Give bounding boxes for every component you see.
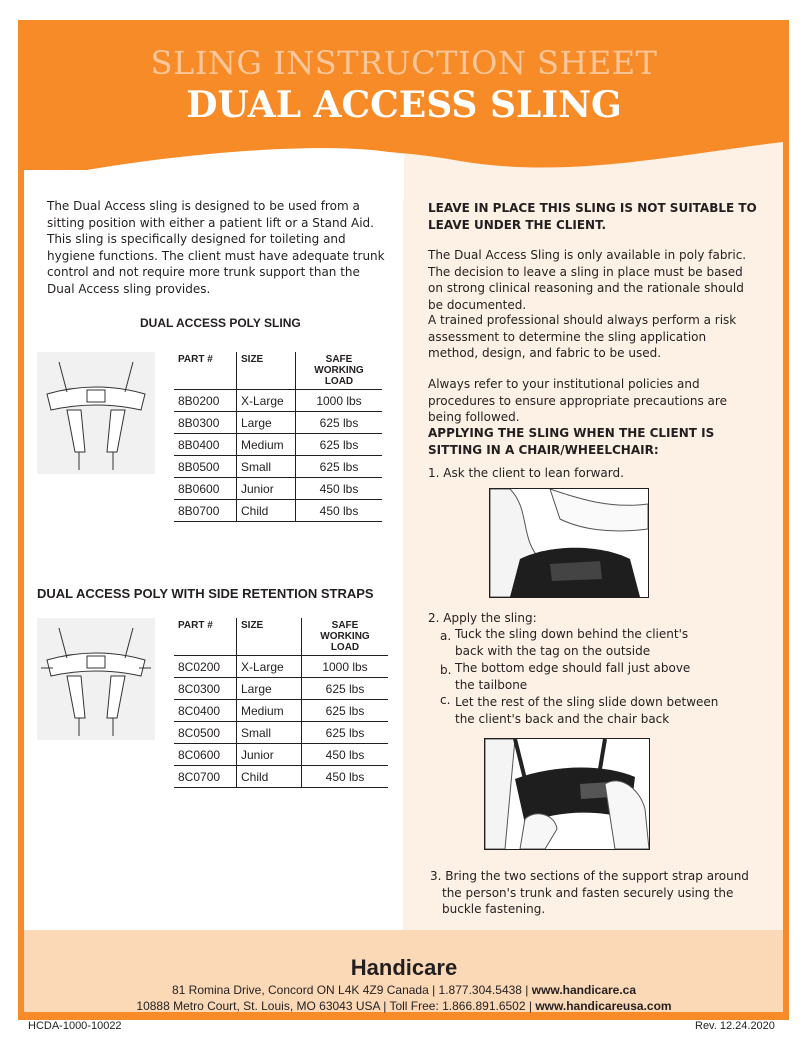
intro-paragraph: The Dual Access sling is designed to be used from a sitting position with either a patient lift or a Stand Aid. This sling is specifically designed for toileting and hygiene functions. The client must have adequate trunk control and not require more trunk support than the Dual Access sling provides.	[47, 199, 385, 296]
part-cell: 8B0200	[174, 390, 237, 412]
size-cell: Small	[237, 722, 302, 744]
load-cell: 625 lbs	[296, 456, 383, 478]
col-header-size: SIZE	[237, 618, 302, 656]
col-header-load: SAFE WORKING LOAD	[296, 352, 383, 390]
sheet-title: SLING INSTRUCTION SHEET	[150, 44, 658, 82]
step-2: 2. Apply the sling:	[428, 611, 537, 625]
size-cell: Junior	[237, 478, 296, 500]
load-cell: 625 lbs	[302, 722, 389, 744]
table-row	[174, 678, 388, 700]
part-cell: 8C0300	[174, 678, 237, 700]
load-cell: 450 lbs	[296, 478, 383, 500]
table-row	[174, 434, 382, 456]
company-name: Handicare	[350, 955, 458, 980]
step-2c: Let the rest of the sling slide down between the client's back and the chair back	[455, 695, 719, 726]
retention-sling-table	[174, 618, 388, 788]
table-header-row	[174, 352, 382, 390]
part-cell: 8B0600	[174, 478, 237, 500]
size-cell: Large	[237, 412, 296, 434]
load-cell: 625 lbs	[302, 678, 389, 700]
table-row	[174, 700, 388, 722]
step-1: 1. Ask the client to lean forward.	[428, 466, 624, 480]
table-row	[174, 412, 382, 434]
part-cell: 8C0600	[174, 744, 237, 766]
canada-website-link[interactable]: www.handicare.ca	[531, 983, 637, 997]
part-cell: 8C0500	[174, 722, 237, 744]
part-cell: 8C0400	[174, 700, 237, 722]
leave-in-place-heading: LEAVE IN PLACE THIS SLING IS NOT SUITABLE TO LEAVE UNDER THE CLIENT.	[428, 201, 757, 232]
part-cell: 8C0700	[174, 766, 237, 788]
load-cell: 1000 lbs	[296, 390, 383, 412]
step-2a-marker: a.	[440, 629, 452, 643]
size-cell: X-Large	[237, 656, 302, 678]
table-row	[174, 478, 382, 500]
retention-sling-image	[37, 618, 155, 740]
size-cell: X-Large	[237, 390, 296, 412]
size-cell: Large	[237, 678, 302, 700]
table-row	[174, 456, 382, 478]
table2-title: DUAL ACCESS POLY WITH SIDE RETENTION STRAPS	[37, 586, 374, 601]
table-row	[174, 722, 388, 744]
load-cell: 625 lbs	[296, 434, 383, 456]
poly-fabric-paragraph: The Dual Access Sling is only available in poly fabric. The decision to leave a sling in place must be based on strong clinical reasoning and the rationale should be documented.	[428, 248, 747, 312]
part-cell: 8B0300	[174, 412, 237, 434]
step-2a: Tuck the sling down behind the client's back with the tag on the outside	[455, 627, 689, 658]
col-header-size: SIZE	[237, 352, 296, 390]
revision-date: Rev. 12.24.2020	[695, 1020, 775, 1032]
usa-address	[0, 999, 808, 1013]
col-header-part: PART #	[174, 352, 237, 390]
poly-sling-image	[37, 352, 155, 474]
part-cell: 8B0500	[174, 456, 237, 478]
col-header-load: SAFE WORKING LOAD	[302, 618, 389, 656]
load-cell: 625 lbs	[302, 700, 389, 722]
product-title: DUAL ACCESS SLING	[186, 84, 622, 126]
canada-address	[0, 983, 808, 997]
usa-address-text: 10888 Metro Court, St. Louis, MO 63043 USA | Toll Free: 1.866.891.6502 |	[136, 999, 532, 1013]
risk-assessment-paragraph: A trained professional should always perform a risk assessment to determine the sling application method, design, and fabric to be used.	[428, 313, 737, 360]
poly-sling-table	[174, 352, 382, 522]
part-cell: 8C0200	[174, 656, 237, 678]
usa-website-link[interactable]: www.handicareusa.com	[535, 999, 672, 1013]
load-cell: 1000 lbs	[302, 656, 389, 678]
table-row	[174, 766, 388, 788]
size-cell: Small	[237, 456, 296, 478]
table-row	[174, 744, 388, 766]
table-row	[174, 500, 382, 522]
table-row	[174, 656, 388, 678]
table1-title: DUAL ACCESS POLY SLING	[140, 316, 301, 330]
step-3: 3. Bring the two sections of the support strap around the person's trunk and fasten securely using the buckle fastening.	[430, 869, 749, 916]
header-wave	[24, 120, 783, 200]
applying-heading: APPLYING THE SLING WHEN THE CLIENT IS SITTING IN A CHAIR/WHEELCHAIR:	[428, 426, 715, 457]
step-2c-marker: c.	[440, 693, 451, 707]
size-cell: Child	[237, 766, 302, 788]
table-row	[174, 390, 382, 412]
table-header-row	[174, 618, 388, 656]
load-cell: 450 lbs	[302, 766, 389, 788]
col-header-part: PART #	[174, 618, 237, 656]
step-2b-marker: b.	[440, 663, 452, 677]
step-2b: The bottom edge should fall just above the tailbone	[455, 661, 691, 692]
size-cell: Junior	[237, 744, 302, 766]
canada-address-text: 81 Romina Drive, Concord ON L4K 4Z9 Canada | 1.877.304.5438 |	[171, 983, 529, 997]
load-cell: 625 lbs	[296, 412, 383, 434]
document-code: HCDA-1000-10022	[28, 1020, 122, 1032]
size-cell: Medium	[237, 700, 302, 722]
apply-sling-photo	[484, 738, 650, 850]
lean-forward-photo	[489, 488, 649, 598]
size-cell: Child	[237, 500, 296, 522]
part-cell: 8B0400	[174, 434, 237, 456]
load-cell: 450 lbs	[302, 744, 389, 766]
part-cell: 8B0700	[174, 500, 237, 522]
load-cell: 450 lbs	[296, 500, 383, 522]
size-cell: Medium	[237, 434, 296, 456]
policies-paragraph: Always refer to your institutional policies and procedures to ensure appropriate precautions are being followed.	[428, 377, 727, 424]
